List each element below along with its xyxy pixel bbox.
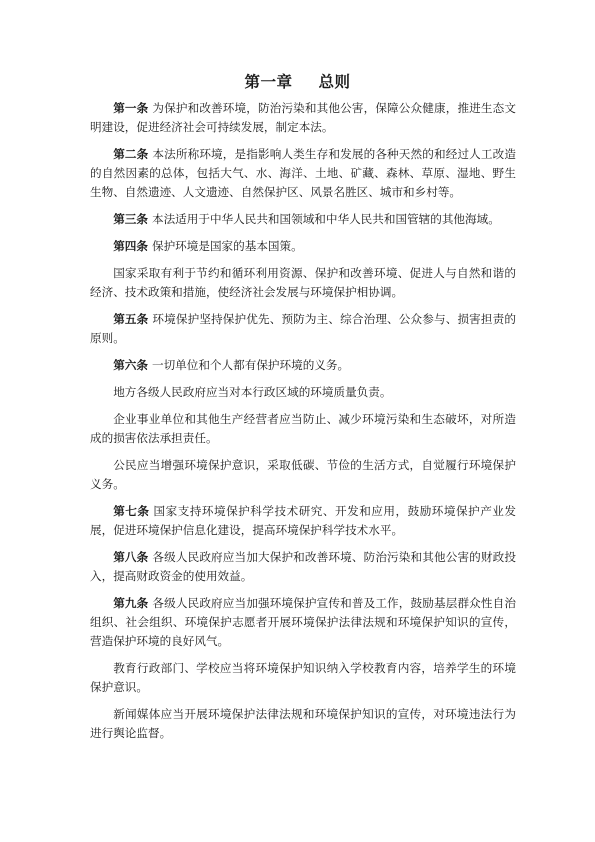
article-number: 第八条: [113, 550, 149, 564]
article-number: 第四条: [113, 239, 148, 253]
article-paragraph: [90, 356, 516, 375]
paragraph-text: 保护环境是国家的基本国策。: [151, 239, 303, 253]
chapter-title: 总则: [318, 73, 351, 91]
article-paragraph: [90, 99, 516, 137]
article-paragraph: [90, 594, 516, 651]
article-paragraph: [90, 145, 516, 202]
paragraph-text: 公民应当增强环境保护意识，采取低碳、节俭的生活方式，自觉履行环境保护义务。: [90, 458, 516, 491]
article-continuation-paragraph: [90, 410, 516, 448]
article-continuation-paragraph: [90, 383, 516, 402]
article-paragraph: [90, 237, 516, 256]
article-paragraph: [90, 210, 516, 229]
paragraph-text: 各级人民政府应当加强环境保护宣传和普及工作，鼓励基层群众性自治组织、社会组织、环境保护志愿者开展环境保护法律法规和环境保护知识的宣传，营造保护环境的良好风气。: [90, 596, 516, 648]
paragraph-text: 各级人民政府应当加大保护和改善环境、防治污染和其他公害的财政投入，提高财政资金的使用效益。: [90, 550, 516, 583]
article-paragraph: [90, 310, 516, 348]
article-number: 第二条: [113, 147, 149, 161]
article-continuation-paragraph: [90, 264, 516, 302]
article-continuation-paragraph: [90, 705, 516, 743]
paragraph-text: 环境保护坚持保护优先、预防为主、综合治理、公众参与、损害担责的原则。: [90, 312, 516, 345]
article-number: 第五条: [113, 312, 149, 326]
paragraph-text: 国家支持环境保护科学技术研究、开发和应用，鼓励环境保护产业发展，促进环境保护信息化建设，提高环境保护科学技术水平。: [90, 504, 516, 537]
paragraph-text: 新闻媒体应当开展环境保护法律法规和环境保护知识的宣传，对环境违法行为进行舆论监督。: [90, 707, 516, 740]
article-number: 第六条: [113, 358, 148, 372]
article-paragraph: [90, 548, 516, 586]
article-continuation-paragraph: [90, 659, 516, 697]
paragraph-text: 本法适用于中华人民共和国领域和中华人民共和国管辖的其他海域。: [151, 212, 500, 226]
paragraph-text: 企业事业单位和其他生产经营者应当防止、减少环境污染和生态破坏，对所造成的损害依法承担责任。: [90, 412, 516, 445]
chapter-heading: [0, 70, 595, 92]
chapter-body: [90, 99, 516, 751]
article-number: 第三条: [113, 212, 148, 226]
article-number: 第一条: [113, 101, 149, 115]
article-number: 第七条: [113, 504, 150, 518]
paragraph-text: 教育行政部门、学校应当将环境保护知识纳入学校教育内容，培养学生的环境保护意识。: [90, 661, 516, 694]
chapter-number: 第一章: [244, 73, 293, 91]
paragraph-text: 一切单位和个人都有保护环境的义务。: [151, 358, 350, 372]
paragraph-text: 本法所称环境，是指影响人类生存和发展的各种天然的和经过人工改造的自然因素的总体，包括大气、水、海洋、土地、矿藏、森林、草原、湿地、野生生物、自然遗迹、人文遗迹、自然保护区、风景名胜区、城市和乡村等。: [90, 147, 516, 199]
article-number: 第九条: [113, 596, 149, 610]
article-paragraph: [90, 502, 516, 540]
article-continuation-paragraph: [90, 456, 516, 494]
paragraph-text: 为保护和改善环境，防治污染和其他公害，保障公众健康，推进生态文明建设，促进经济社会可持续发展，制定本法。: [90, 101, 516, 134]
paragraph-text: 国家采取有利于节约和循环利用资源、保护和改善环境、促进人与自然和谐的经济、技术政策和措施，使经济社会发展与环境保护相协调。: [90, 266, 516, 299]
paragraph-text: 地方各级人民政府应当对本行政区域的环境质量负责。: [113, 385, 392, 399]
